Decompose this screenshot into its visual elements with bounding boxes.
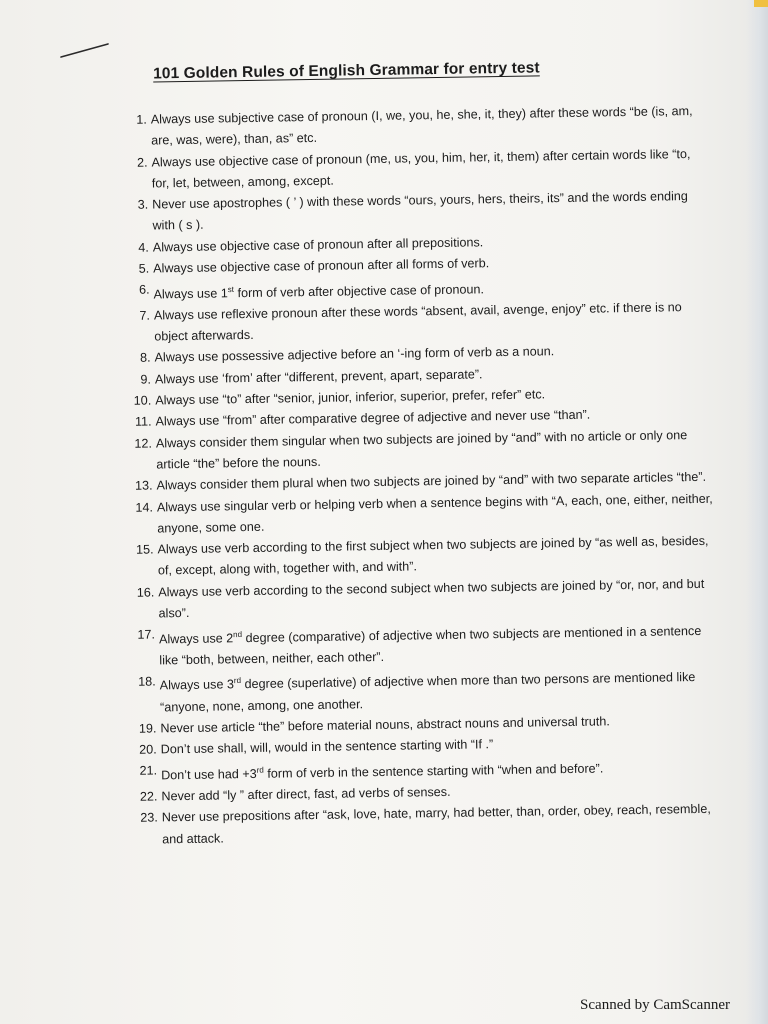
rule-text: Never use apostrophes ( ’ ) with these words “ours, yours, hers, theirs, its” and the words ending with ( s ). bbox=[152, 189, 688, 233]
rule-number: 20. bbox=[139, 742, 157, 757]
rule-number: 14. bbox=[135, 500, 154, 515]
rule-text: Always use verb according to the second subject when two subjects are joined by “or, nor, and but also”. bbox=[158, 576, 705, 621]
rule-text: Never add “ly ” after direct, fast, ad verbs of senses. bbox=[161, 784, 451, 804]
rule-text: Always use reflexive pronoun after these words “absent, avail, avenge, enjoy” etc. if there is no object afterwards. bbox=[153, 300, 682, 344]
rules-list bbox=[119, 101, 721, 851]
pen-stroke-mark bbox=[60, 42, 110, 58]
rule-number: 3. bbox=[137, 197, 149, 212]
rule-text: Always use verb according to the first subject when two subjects are joined by “as well as, besides, of, except, along with, together with, and with”. bbox=[157, 533, 709, 578]
rule-text: Always use 1st form of verb after objective case of pronoun. bbox=[153, 281, 485, 302]
rule-text: Always use ‘from’ after “different, prevent, apart, separate”. bbox=[154, 367, 483, 387]
rule-text: Always use singular verb or helping verb when a sentence begins with “A, each, one, either, neither, anyone, some one. bbox=[156, 491, 713, 536]
rule-number: 9. bbox=[140, 372, 152, 387]
document-title: 101 Golden Rules of English Grammar for entry test bbox=[152, 59, 540, 83]
rule-number: 10. bbox=[133, 393, 152, 408]
rule-text: Always use objective case of pronoun (me, us, you, him, her, it, them) after certain words like “to, for, let, between, among, except. bbox=[151, 146, 691, 191]
rule-text: Always use objective case of pronoun after all prepositions. bbox=[152, 235, 484, 255]
rule-text: Always use subjective case of pronoun (I, we, you, he, she, it, they) after these words “be (is, am, are, was, were), than, as” etc. bbox=[150, 103, 693, 148]
corner-tab-mark bbox=[754, 0, 768, 7]
rule-text: Never use article “the” before material nouns, abstract nouns and universal truth. bbox=[160, 714, 610, 736]
rule-text: Always use “from” after comparative degree of adjective and never use “than”. bbox=[155, 407, 591, 429]
rule-number: 11. bbox=[134, 414, 152, 430]
rule-number: 17. bbox=[137, 627, 156, 643]
rule-number: 21. bbox=[139, 763, 158, 779]
rule-number: 8. bbox=[139, 350, 151, 366]
rule-number: 23. bbox=[140, 810, 158, 825]
rule-number: 7. bbox=[139, 308, 151, 323]
rule-text: Always use “to” after “senior, junior, inferior, superior, prefer, refer” etc. bbox=[155, 387, 546, 408]
rule-text: Always use 2nd degree (comparative) of adjective when two subjects are mentioned in a sentence like “both, between, neither, each other”. bbox=[158, 623, 702, 668]
rule-number: 5. bbox=[138, 261, 150, 276]
rule-text: Always use 3rd degree (superlative) of adjective when more than two persons are mentioned like “anyone, none, among, one another. bbox=[159, 670, 696, 714]
scanner-watermark: Scanned by CamScanner bbox=[580, 997, 730, 1013]
rule-number: 1. bbox=[136, 112, 147, 127]
rule-text: Don’t use had +3rd form of verb in the sentence starting with “when and before”. bbox=[161, 761, 604, 783]
rule-number: 19. bbox=[138, 721, 157, 736]
rule-number: 15. bbox=[135, 542, 154, 557]
rule-number: 16. bbox=[136, 585, 155, 600]
rule-text: Always consider them singular when two subjects are joined by “and” with no article or only one article “the” before the nouns. bbox=[155, 427, 688, 472]
rule-text: Don’t use shall, will, would in the sentence starting with “If .” bbox=[160, 737, 494, 757]
rule-number: 18. bbox=[138, 674, 156, 689]
rule-number: 22. bbox=[139, 789, 158, 804]
rule-number: 4. bbox=[138, 240, 149, 255]
rule-number: 2. bbox=[136, 155, 148, 170]
rule-number: 12. bbox=[134, 436, 153, 451]
rule-number: 13. bbox=[134, 478, 153, 494]
document-body bbox=[118, 57, 720, 851]
rule-text: Never use prepositions after “ask, love, hate, marry, had better, than, order, obey, reach, resemble, and attack. bbox=[161, 802, 711, 846]
page-edge-shadow bbox=[746, 0, 768, 1024]
rule-text: Always use possessive adjective before an ‘-ing form of verb as a noun. bbox=[154, 344, 555, 365]
rule-text: Always use objective case of pronoun after all forms of verb. bbox=[153, 256, 490, 276]
rule-text: Always consider them plural when two subjects are joined by “and” with two separate articles “the”. bbox=[156, 470, 707, 493]
rule-number: 6. bbox=[138, 282, 150, 298]
